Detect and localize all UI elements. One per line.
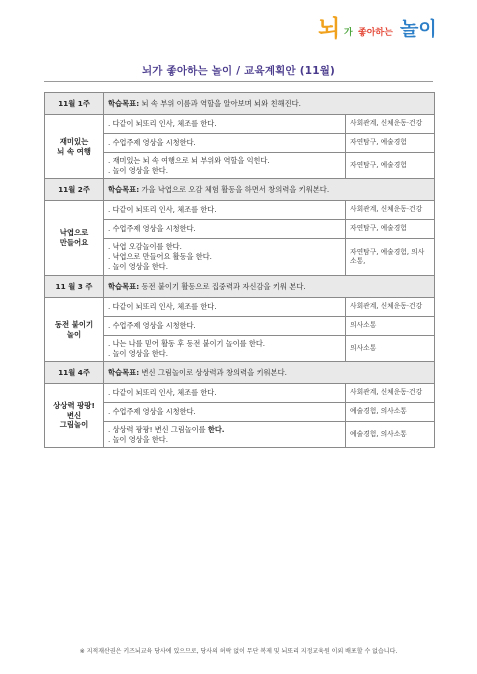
learning-goal: [104, 362, 435, 384]
page-title: 뇌가 좋아하는 놀이 / 교육계획안 (11월): [141, 65, 336, 77]
goal-label: 학습목표:: [108, 98, 140, 108]
activity-description: [104, 115, 346, 134]
week-theme: [45, 298, 104, 362]
curriculum-area: 예술경험, 의사소통: [346, 422, 435, 448]
week-label: 11월 4주: [45, 362, 104, 384]
theme-line: 상상력 팡팡!: [53, 400, 95, 410]
activity-description: [104, 384, 346, 403]
activity-row: [45, 115, 435, 134]
activity-line: . 다같이 뇌또리 인사, 체조를 한다.: [108, 302, 217, 312]
goal-label: 학습목표:: [108, 367, 140, 377]
activity-description: [104, 220, 346, 239]
activity-line: . 낙엽 오감놀이를 한다.: [108, 242, 182, 252]
curriculum-area: 사회관계, 신체운동·건강: [346, 298, 435, 317]
activity-line: . 다같이 뇌또리 인사, 체조를 한다.: [108, 205, 217, 215]
theme-line: 그림놀이: [59, 420, 89, 430]
logo-char-1: 뇌: [318, 16, 341, 42]
activity-line: . 놀이 영상을 한다.: [108, 434, 169, 444]
theme-line: 만들어요: [59, 238, 89, 247]
goal-text: 변신 그림놀이로 상상력과 창의력을 키워본다.: [141, 367, 287, 377]
logo-text-3: 좋아하는: [358, 28, 393, 38]
activity-row: [45, 220, 435, 239]
week-label: 11월 1주: [45, 93, 104, 115]
curriculum-area: 의사소통: [346, 336, 435, 362]
curriculum-area: 자연탐구, 예술경험: [346, 220, 435, 239]
activity-line-text: . 상상력 팡팡! 변신 그림놀이를: [108, 424, 208, 434]
activity-row: [45, 403, 435, 422]
week-theme: [45, 201, 104, 276]
activity-description: [104, 403, 346, 422]
activity-line: . 나는 나를 믿어 활동 후 동전 붙이기 놀이를 한다.: [108, 338, 266, 348]
activity-line-emphasis: 한다.: [207, 424, 225, 434]
logo-char-2: 가: [344, 28, 353, 38]
activity-description: [104, 422, 346, 448]
curriculum-area: 사회관계, 신체운동·건강: [346, 115, 435, 134]
activity-line: . 다같이 뇌또리 인사, 체조를 한다.: [108, 119, 217, 129]
learning-goal: [104, 93, 435, 115]
activity-line: . 다같이 뇌또리 인사, 체조를 한다.: [108, 388, 217, 398]
activity-row: [45, 134, 435, 153]
theme-line: 뇌 속 여행: [57, 146, 91, 156]
goal-text: 뇌 속 부위 이름과 역할을 알아보며 뇌와 친해진다.: [141, 98, 301, 108]
title-divider: [44, 81, 433, 82]
activity-line: . 놀이 영상을 한다.: [108, 165, 169, 175]
lesson-plan-table: [44, 92, 435, 448]
curriculum-area: 자연탐구, 예술경험: [346, 153, 435, 179]
week-theme: [45, 115, 104, 179]
activity-description: [104, 298, 346, 317]
theme-line: 재미있는: [59, 136, 89, 146]
theme-line: 동전 붙이기: [54, 319, 94, 329]
theme-line: 변신: [66, 410, 82, 420]
activity-row: [45, 298, 435, 317]
goal-text: 가을 낙엽으로 오감 체험 활동을 하면서 창의력을 키워본다.: [141, 184, 330, 194]
activity-line: . 수업주제 영상을 시청한다.: [108, 407, 196, 417]
activity-row: [45, 239, 435, 276]
activity-line: . 놀이 영상을 한다.: [108, 261, 169, 271]
activity-description: [104, 153, 346, 179]
week-header-row: [45, 362, 435, 384]
week-header-row: [45, 179, 435, 201]
activity-line: . 놀이 영상을 한다.: [108, 348, 169, 358]
goal-text: 동전 붙이기 활동으로 집중력과 자신감을 키워 본다.: [141, 281, 306, 291]
activity-row: [45, 317, 435, 336]
theme-line: 놀이: [66, 329, 82, 339]
curriculum-area: 사회관계, 신체운동·건강: [346, 201, 435, 220]
activity-row: [45, 384, 435, 403]
activity-description: [104, 336, 346, 362]
activity-line: [108, 425, 341, 435]
brand-logo: [318, 14, 442, 44]
activity-row: [45, 201, 435, 220]
activity-line: . 수업주제 영상을 시청한다.: [108, 224, 196, 234]
activity-description: [104, 201, 346, 220]
learning-goal: [104, 276, 435, 298]
logo-text-4: 놀이: [400, 18, 437, 40]
learning-goal: [104, 179, 435, 201]
activity-line: . 낙엽으로 만들어요 활동을 한다.: [108, 252, 212, 262]
curriculum-area: 의사소통: [346, 317, 435, 336]
activity-line: . 수업주제 영상을 시청한다.: [108, 321, 196, 331]
activity-line: . 수업주제 영상을 시청한다.: [108, 138, 196, 148]
week-label: 11 월 3 주: [45, 276, 104, 298]
theme-line: 낙엽으로: [59, 228, 89, 238]
activity-description: [104, 239, 346, 276]
activity-row: [45, 336, 435, 362]
curriculum-area: 예술경험, 의사소통: [346, 403, 435, 422]
curriculum-area: 자연탐구, 예술경험: [346, 134, 435, 153]
goal-label: 학습목표:: [108, 184, 140, 194]
goal-label: 학습목표:: [108, 281, 140, 291]
activity-line: . 재미있는 뇌 속 여행으로 뇌 부위와 역할을 익힌다.: [108, 155, 270, 165]
copyright-notice: ※ 지적재산권은 키즈뇌교육 당사에 있으므로, 당사의 허락 없이 무단 복제 및 뇌또리 지정교육원 이외 배포할 수 없습니다.: [79, 648, 398, 655]
curriculum-area: 자연탐구, 예술경험, 의사소통,: [346, 239, 435, 276]
curriculum-area: 사회관계, 신체운동·건강: [346, 384, 435, 403]
week-header-row: [45, 93, 435, 115]
week-theme: [45, 384, 104, 448]
activity-description: [104, 317, 346, 336]
activity-row: [45, 153, 435, 179]
activity-row: [45, 422, 435, 448]
week-label: 11월 2주: [45, 179, 104, 201]
activity-description: [104, 134, 346, 153]
week-header-row: [45, 276, 435, 298]
